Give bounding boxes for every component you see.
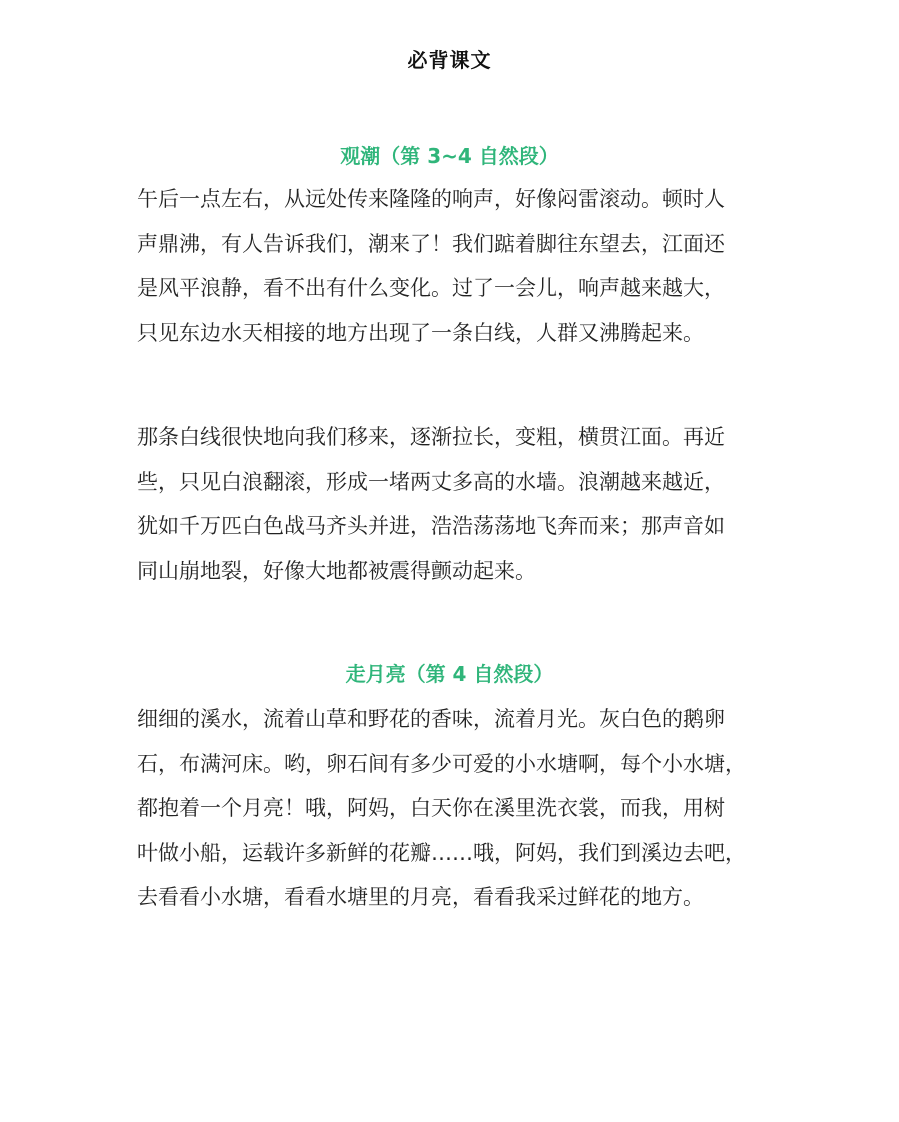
section-heading-guanchao: 观潮（第 3~4 自然段）	[340, 144, 559, 168]
text-line: 都抱着一个月亮！哦，阿妈，白天你在溪里洗衣裳，而我，用树	[137, 796, 725, 820]
text-line: 些，只见白浪翻滚，形成一堵两丈多高的水墙。浪潮越来越近，	[137, 469, 725, 494]
paragraph-zouyueliang-1	[137, 697, 767, 920]
text-line: 同山崩地裂，好像大地都被震得颤动起来。	[137, 558, 536, 583]
document-title: 必背课文	[407, 48, 492, 72]
text-line: 是风平浪静，看不出有什么变化。过了一会儿，响声越来越大，	[137, 276, 725, 300]
text-line: 只见东边水天相接的地方出现了一条白线，人群又沸腾起来。	[137, 320, 704, 345]
paragraph-guanchao-1	[137, 177, 767, 355]
text-line: 去看看小水塘，看看水塘里的月亮，看看我采过鲜花的地方。	[137, 885, 704, 909]
text-line: 细细的溪水，流着山草和野花的香味，流着月光。灰白色的鹅卵	[137, 707, 725, 731]
text-line: 叶做小船，运载许多新鲜的花瓣……哦，阿妈，我们到溪边去吧，	[137, 840, 746, 865]
text-line: 石，布满河床。哟，卵石间有多少可爱的小水塘啊，每个小水塘，	[137, 751, 746, 776]
paragraph-guanchao-2	[137, 415, 767, 593]
text-line: 午后一点左右，从远处传来隆隆的响声，好像闷雷滚动。顿时人	[137, 187, 725, 211]
text-line: 声鼎沸，有人告诉我们，潮来了！我们踮着脚往东望去，江面还	[137, 231, 725, 256]
text-line: 犹如千万匹白色战马齐头并进，浩浩荡荡地飞奔而来；那声音如	[137, 514, 725, 538]
text-line: 那条白线很快地向我们移来，逐渐拉长，变粗，横贯江面。再近	[137, 425, 725, 449]
section-heading-zouyueliang: 走月亮（第 4 自然段）	[345, 662, 554, 686]
